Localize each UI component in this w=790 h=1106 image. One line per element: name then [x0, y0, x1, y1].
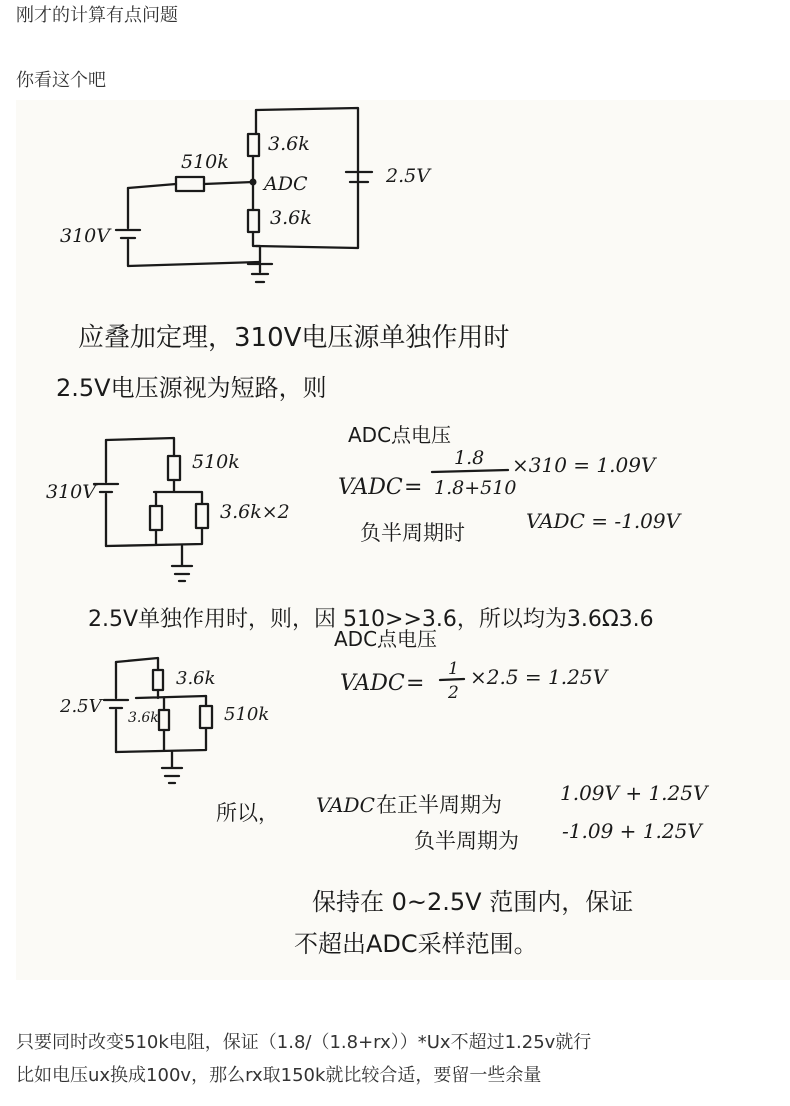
eq1-neg-value: VADC = -1.09V	[526, 509, 681, 533]
eq2-num: 1	[448, 659, 459, 679]
c2-rpar-label: 3.6k×2	[220, 501, 290, 523]
c1-battery-label: 2.5V	[386, 165, 430, 187]
c1-rleft-label: 510k	[181, 151, 229, 173]
eq1-v: VADC	[338, 475, 403, 500]
summary	[216, 781, 710, 958]
c1-rbot-label: 3.6k	[270, 207, 312, 229]
handwritten-sketch-image	[16, 100, 790, 980]
eq1-den: 1.8+510	[434, 477, 517, 499]
sum-v: VADC	[316, 793, 375, 817]
sum-line-3: 保持在 0~2.5V 范围内，保证	[312, 888, 634, 916]
post-line-1: 刚才的计算有点问题	[16, 5, 178, 26]
sum-pos-label: 在正半周期为	[376, 793, 502, 817]
eq1-tail: ×310 = 1.09V	[512, 453, 656, 477]
c1-source-label: 310V	[60, 225, 110, 247]
sum-neg-value: -1.09 + 1.25V	[562, 819, 702, 843]
eq2-v: VADC	[340, 671, 405, 696]
note-line-3: 2.5V单独作用时，则，因 510>>3.6，所以均为3.6Ω3.6	[88, 607, 654, 632]
sum-line-4: 不超出ADC采样范围。	[294, 930, 538, 958]
eq2-title: ADC点电压	[334, 627, 438, 651]
eq2-den: 2	[448, 683, 459, 703]
sum-lead: 所以，	[216, 801, 279, 825]
eq1-num: 1.8	[454, 447, 485, 469]
equation-1	[338, 423, 683, 545]
eq1-neg-label: 负半周期时	[360, 521, 465, 545]
c2-rtop-label: 510k	[192, 451, 240, 473]
post-line-4: 比如电压ux换成100v，那么rx取150k就比较合适，要留一些余量	[16, 1065, 542, 1086]
c3-rleft-label: 3.6k	[128, 710, 159, 726]
c2-source-label: 310V	[46, 481, 96, 503]
circuit-3	[59, 658, 269, 783]
equation-2	[334, 627, 610, 703]
circuit-2	[46, 438, 290, 581]
c3-rright-label: 510k	[224, 704, 270, 725]
eq1-title: ADC点电压	[348, 423, 452, 447]
c3-source-label: 2.5V	[60, 696, 102, 717]
post-line-3: 只要同时改变510k电阻，保证（1.8/（1.8+rx））*Ux不超过1.25v就行	[16, 1032, 592, 1053]
note-line-1: 应叠加定理，310V电压源单独作用时	[78, 323, 510, 353]
eq2-eq: =	[406, 671, 425, 696]
c1-node-label: ADC	[264, 173, 308, 195]
circuit-1	[60, 108, 432, 282]
note-line-2: 2.5V电压源视为短路，则	[56, 374, 327, 402]
eq2-tail: ×2.5 = 1.25V	[470, 665, 608, 689]
c1-rtop-label: 3.6k	[268, 133, 310, 155]
sum-pos-value: 1.09V + 1.25V	[560, 781, 708, 805]
c3-rtop-label: 3.6k	[176, 668, 216, 689]
sum-neg-label: 负半周期为	[414, 829, 519, 853]
eq1-eq: =	[404, 475, 423, 500]
post-line-2: 你看这个吧	[16, 70, 106, 91]
